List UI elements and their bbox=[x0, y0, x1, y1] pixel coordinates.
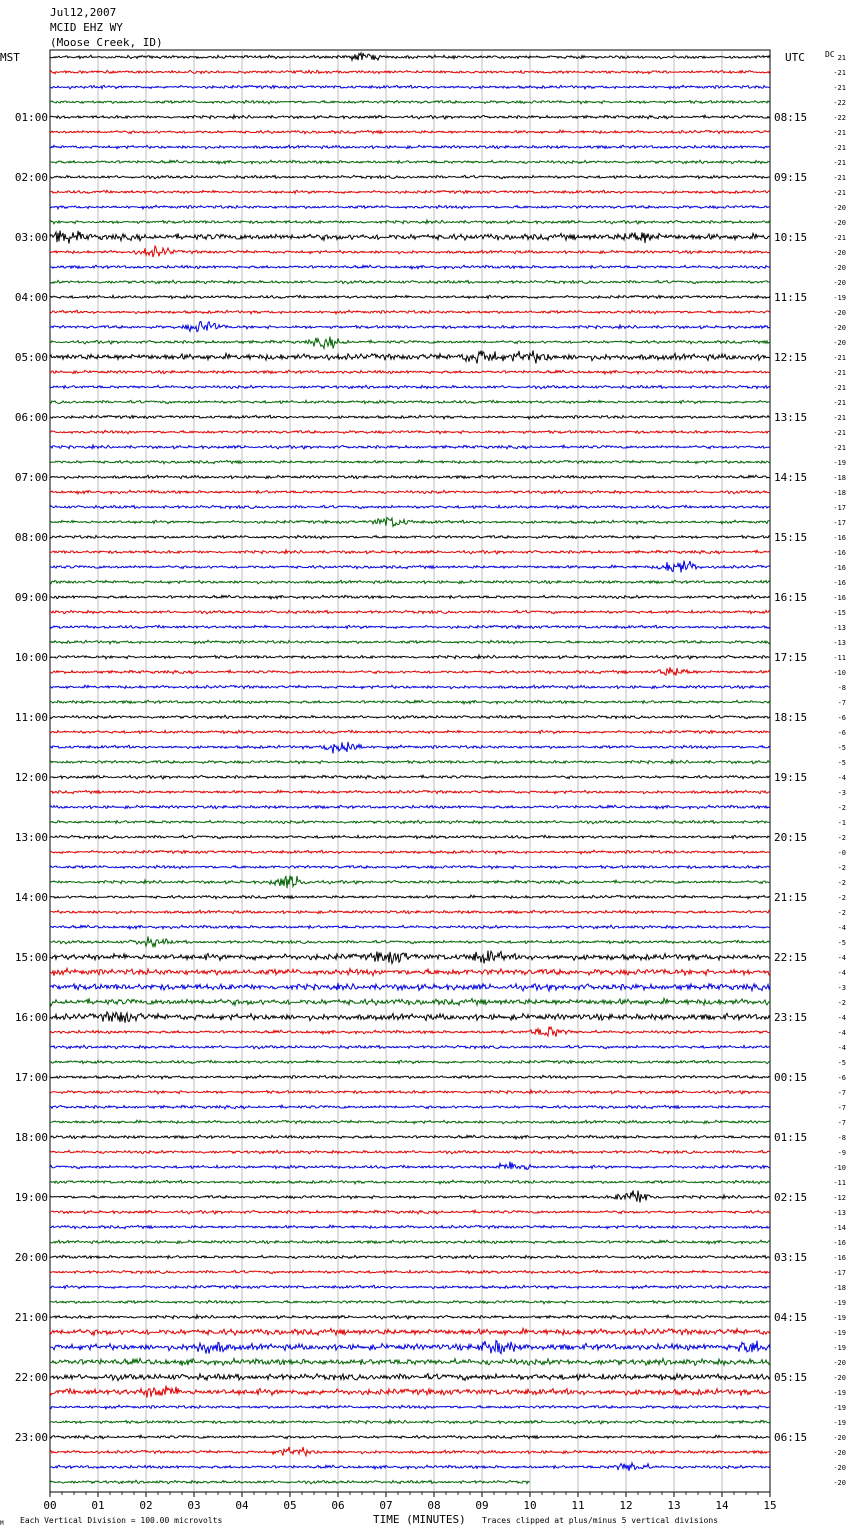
hour-label-local: 10:00 bbox=[14, 651, 48, 664]
hour-label-utc: 05:15 bbox=[774, 1371, 808, 1384]
x-tick-label: 12 bbox=[619, 1499, 633, 1512]
dc-offset-value: -4 bbox=[837, 1014, 846, 1022]
hour-label-local: 09:00 bbox=[14, 591, 48, 604]
dc-offset-value: -2 bbox=[837, 894, 846, 902]
dc-offset-value: -21 bbox=[833, 159, 846, 167]
hour-label-utc: 15:15 bbox=[774, 531, 808, 544]
dc-offset-value: -3 bbox=[837, 789, 846, 797]
dc-offset-value: -20 bbox=[833, 1479, 846, 1487]
dc-offset-value: -17 bbox=[833, 519, 846, 527]
dc-offset-value: -21 bbox=[833, 174, 846, 182]
dc-offset-value: -20 bbox=[833, 324, 846, 332]
x-tick-label: 15 bbox=[763, 1499, 777, 1512]
dc-offset-value: -18 bbox=[833, 1284, 846, 1292]
dc-offset-value: -21 bbox=[833, 399, 846, 407]
dc-offset-value: -21 bbox=[833, 189, 846, 197]
x-tick-label: 02 bbox=[139, 1499, 153, 1512]
dc-offset-value: -19 bbox=[833, 459, 846, 467]
x-axis-title: TIME (MINUTES) bbox=[373, 1513, 466, 1526]
dc-offset-value: -16 bbox=[833, 549, 846, 557]
hour-label-local: 12:00 bbox=[14, 771, 48, 784]
dc-offset-value: -2 bbox=[837, 804, 846, 812]
x-tick-label: 13 bbox=[667, 1499, 681, 1512]
dc-offset-value: -6 bbox=[837, 729, 846, 737]
dc-offset-value: -18 bbox=[833, 474, 846, 482]
hour-label-local: 13:00 bbox=[14, 831, 48, 844]
hour-label-utc: 04:15 bbox=[774, 1311, 808, 1324]
dc-offset-value: -21 bbox=[833, 384, 846, 392]
hour-label-utc: 16:15 bbox=[774, 591, 808, 604]
dc-offset-value: -2 bbox=[837, 864, 846, 872]
dc-offset-value: -9 bbox=[837, 1149, 846, 1157]
hour-label-utc: 02:15 bbox=[774, 1191, 808, 1204]
dc-offset-value: -7 bbox=[837, 1089, 846, 1097]
dc-offset-value: -20 bbox=[833, 204, 846, 212]
dc-offset-value: -16 bbox=[833, 594, 846, 602]
hour-label-local: 02:00 bbox=[14, 171, 48, 184]
dc-offset-value: -13 bbox=[833, 1209, 846, 1217]
dc-offset-value: -21 bbox=[833, 354, 846, 362]
x-tick-label: 14 bbox=[715, 1499, 729, 1512]
hour-label-utc: 03:15 bbox=[774, 1251, 808, 1264]
hour-label-local: 05:00 bbox=[14, 351, 48, 364]
dc-offset-value: -16 bbox=[833, 564, 846, 572]
hour-label-utc: 23:15 bbox=[774, 1011, 808, 1024]
dc-offset-value: -19 bbox=[833, 1404, 846, 1412]
dc-offset-value: -20 bbox=[833, 1434, 846, 1442]
hour-label-utc: 01:15 bbox=[774, 1131, 808, 1144]
hour-label-utc: 17:15 bbox=[774, 651, 808, 664]
dc-offset-value: -15 bbox=[833, 609, 846, 617]
header-location: (Moose Creek, ID) bbox=[50, 36, 163, 49]
hour-label-local: 04:00 bbox=[14, 291, 48, 304]
dc-offset-value: -6 bbox=[837, 1074, 846, 1082]
hour-label-local: 17:00 bbox=[14, 1071, 48, 1084]
x-tick-label: 01 bbox=[91, 1499, 105, 1512]
dc-offset-value: -16 bbox=[833, 1239, 846, 1247]
dc-offset-value: -19 bbox=[833, 1344, 846, 1352]
hour-label-utc: 11:15 bbox=[774, 291, 808, 304]
hour-label-utc: 06:15 bbox=[774, 1431, 808, 1444]
hour-label-utc: 13:15 bbox=[774, 411, 808, 424]
dc-offset-value: -1 bbox=[837, 819, 846, 827]
dc-offset-value: -17 bbox=[833, 1269, 846, 1277]
dc-offset-value: -19 bbox=[833, 1419, 846, 1427]
hour-label-local: 11:00 bbox=[14, 711, 48, 724]
dc-offset-value: -10 bbox=[833, 1164, 846, 1172]
dc-offset-value: -20 bbox=[833, 1464, 846, 1472]
dc-offset-value: -20 bbox=[833, 1449, 846, 1457]
dc-offset-value: -7 bbox=[837, 699, 846, 707]
hour-label-local: 18:00 bbox=[14, 1131, 48, 1144]
header-station: MCID EHZ WY bbox=[50, 21, 123, 34]
dc-offset-value: -4 bbox=[837, 774, 846, 782]
hour-label-utc: 08:15 bbox=[774, 111, 808, 124]
dc-offset-value: -16 bbox=[833, 1254, 846, 1262]
dc-offset-value: -0 bbox=[837, 849, 846, 857]
dc-offset-value: -4 bbox=[837, 924, 846, 932]
hour-label-utc: 20:15 bbox=[774, 831, 808, 844]
x-tick-label: 07 bbox=[379, 1499, 393, 1512]
dc-offset-value: -16 bbox=[833, 579, 846, 587]
hour-label-utc: 19:15 bbox=[774, 771, 808, 784]
dc-offset-value: -19 bbox=[833, 1329, 846, 1337]
dc-offset-value: -21 bbox=[833, 369, 846, 377]
hour-label-local: 01:00 bbox=[14, 111, 48, 124]
dc-offset-value: -16 bbox=[833, 534, 846, 542]
dc-offset-value: -20 bbox=[833, 309, 846, 317]
dc-offset-value: -8 bbox=[837, 1134, 846, 1142]
dc-offset-value: -5 bbox=[837, 744, 846, 752]
left-axis-label: MST bbox=[0, 51, 20, 64]
hour-label-utc: 14:15 bbox=[774, 471, 808, 484]
x-tick-label: 05 bbox=[283, 1499, 297, 1512]
hour-label-local: 20:00 bbox=[14, 1251, 48, 1264]
hour-label-local: 19:00 bbox=[14, 1191, 48, 1204]
dc-offset-value: -21 bbox=[833, 84, 846, 92]
dc-offset-value: -5 bbox=[837, 759, 846, 767]
dc-offset-value: -3 bbox=[837, 984, 846, 992]
dc-offset-value: -2 bbox=[837, 999, 846, 1007]
hour-label-local: 06:00 bbox=[14, 411, 48, 424]
dc-offset-value: -21 bbox=[833, 414, 846, 422]
dc-offset-value: -4 bbox=[837, 954, 846, 962]
hour-label-utc: 12:15 bbox=[774, 351, 808, 364]
dc-offset-value: -4 bbox=[837, 969, 846, 977]
hour-label-utc: 18:15 bbox=[774, 711, 808, 724]
x-tick-label: 09 bbox=[475, 1499, 489, 1512]
right-axis-label: UTC bbox=[785, 51, 805, 64]
x-tick-label: 10 bbox=[523, 1499, 537, 1512]
dc-offset-value: -14 bbox=[833, 1224, 846, 1232]
hour-label-local: 03:00 bbox=[14, 231, 48, 244]
dc-offset-value: -20 bbox=[833, 339, 846, 347]
dc-offset-value: -20 bbox=[833, 219, 846, 227]
hour-label-local: 16:00 bbox=[14, 1011, 48, 1024]
x-tick-label: 06 bbox=[331, 1499, 345, 1512]
clip-note: Traces clipped at plus/minus 5 vertical divisions bbox=[482, 1516, 719, 1525]
hour-label-local: 07:00 bbox=[14, 471, 48, 484]
dc-offset-value: -22 bbox=[833, 99, 846, 107]
dc-offset-value: -21 bbox=[833, 129, 846, 137]
dc-label: DC bbox=[825, 50, 835, 59]
scale-note: Each Vertical Division = 100.00 microvolts bbox=[20, 1516, 223, 1525]
dc-offset-value: -20 bbox=[833, 1374, 846, 1382]
dc-offset-value: -8 bbox=[837, 684, 846, 692]
dc-offset-value: -21 bbox=[833, 234, 846, 242]
dc-offset-value: -13 bbox=[833, 624, 846, 632]
x-tick-label: 03 bbox=[187, 1499, 201, 1512]
hour-label-utc: 22:15 bbox=[774, 951, 808, 964]
dc-offset-value: -20 bbox=[833, 264, 846, 272]
hour-label-local: 08:00 bbox=[14, 531, 48, 544]
dc-offset-value: -19 bbox=[833, 294, 846, 302]
hour-label-utc: 00:15 bbox=[774, 1071, 808, 1084]
dc-offset-value: -20 bbox=[833, 279, 846, 287]
dc-offset-value: 21 bbox=[837, 54, 846, 62]
header-date: Jul12,2007 bbox=[50, 6, 117, 19]
hour-label-utc: 10:15 bbox=[774, 231, 808, 244]
dc-offset-value: -21 bbox=[833, 69, 846, 77]
dc-offset-value: -18 bbox=[833, 489, 846, 497]
dc-offset-value: -2 bbox=[837, 879, 846, 887]
dc-offset-value: -20 bbox=[833, 1359, 846, 1367]
x-tick-label: 04 bbox=[235, 1499, 249, 1512]
dc-offset-value: -4 bbox=[837, 1029, 846, 1037]
corner-mark: M bbox=[0, 1520, 4, 1527]
dc-offset-value: -21 bbox=[833, 429, 846, 437]
dc-offset-value: -2 bbox=[837, 834, 846, 842]
x-tick-label: 08 bbox=[427, 1499, 441, 1512]
hour-label-utc: 09:15 bbox=[774, 171, 808, 184]
dc-offset-value: -21 bbox=[833, 444, 846, 452]
x-tick-label: 00 bbox=[43, 1499, 57, 1512]
dc-offset-value: -19 bbox=[833, 1389, 846, 1397]
dc-offset-value: -19 bbox=[833, 1314, 846, 1322]
dc-offset-value: -11 bbox=[833, 654, 846, 662]
dc-offset-value: -17 bbox=[833, 504, 846, 512]
hour-label-utc: 21:15 bbox=[774, 891, 808, 904]
dc-offset-value: -11 bbox=[833, 1179, 846, 1187]
dc-offset-value: -13 bbox=[833, 639, 846, 647]
hour-label-local: 14:00 bbox=[14, 891, 48, 904]
dc-offset-value: -20 bbox=[833, 249, 846, 257]
hour-label-local: 15:00 bbox=[14, 951, 48, 964]
dc-offset-value: -21 bbox=[833, 144, 846, 152]
x-tick-label: 11 bbox=[571, 1499, 585, 1512]
hour-label-local: 21:00 bbox=[14, 1311, 48, 1324]
dc-offset-value: -2 bbox=[837, 909, 846, 917]
dc-offset-value: -12 bbox=[833, 1194, 846, 1202]
dc-offset-value: -4 bbox=[837, 1044, 846, 1052]
dc-offset-value: -5 bbox=[837, 1059, 846, 1067]
dc-offset-value: -7 bbox=[837, 1104, 846, 1112]
dc-offset-value: -10 bbox=[833, 669, 846, 677]
hour-label-local: 23:00 bbox=[14, 1431, 48, 1444]
dc-offset-value: -6 bbox=[837, 714, 846, 722]
dc-offset-value: -19 bbox=[833, 1299, 846, 1307]
dc-offset-value: -22 bbox=[833, 114, 846, 122]
hour-label-local: 22:00 bbox=[14, 1371, 48, 1384]
dc-offset-value: -7 bbox=[837, 1119, 846, 1127]
dc-offset-value: -5 bbox=[837, 939, 846, 947]
